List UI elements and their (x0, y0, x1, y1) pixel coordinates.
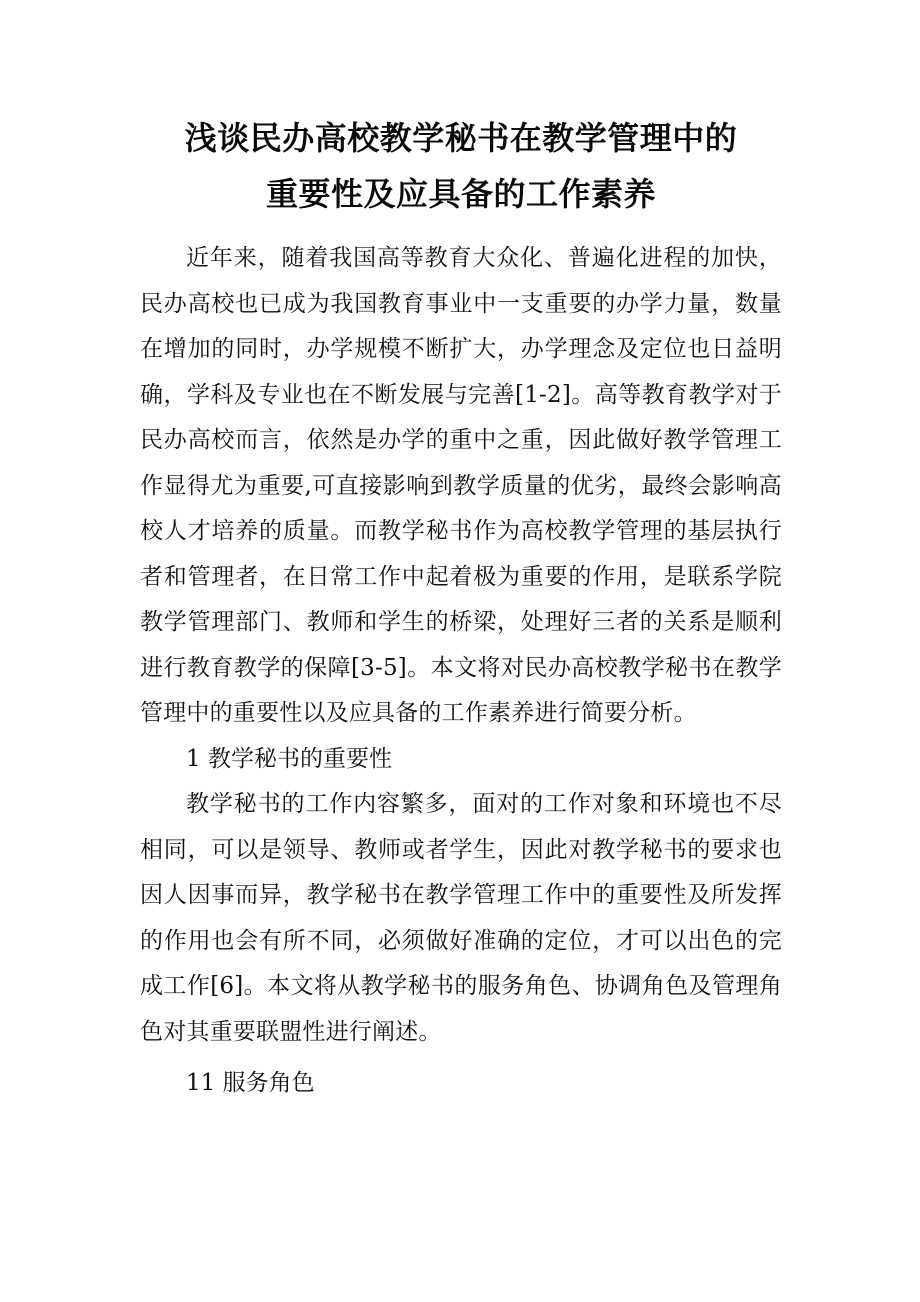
title-line-2: 重要性及应具备的工作素养 (265, 175, 656, 213)
document-body (140, 236, 782, 1107)
title-line-1: 浅谈民办高校教学秘书在教学管理中的 (184, 119, 738, 157)
section-heading-1: 1 教学秘书的重要性 (186, 745, 392, 772)
document-title (140, 110, 782, 222)
paragraph-section-1: 教学秘书的工作内容繁多，面对的工作对象和环境也不尽相同，可以是领导、教师或者学生，因此对教学秘书的要求也因人因事而异，教学秘书在教学管理工作中的重要性及所发挥的作用也会有所不同，必须做好准确的定位，才可以出色的完成工作[6]。本文将从教学秘书的服务角色、协调角色及管理角色对其重要联盟性进行阐述。 (140, 791, 782, 1045)
paragraph-intro: 近年来，随着我国高等教育大众化、普遍化进程的加快，民办高校也已成为我国教育事业中一支重要的办学力量，数量在增加的同时，办学规模不断扩大，办学理念及定位也日益明确，学科及专业也在不断发展与完善[1-2]。高等教育教学对于民办高校而言，依然是办学的重中之重，因此做好教学管理工作显得尤为重要,可直接影响到教学质量的优劣，最终会影响高校人才培养的质量。而教学秘书作为高校教学管理的基层执行者和管理者，在日常工作中起着极为重要的作用，是联系学院教学管理部门、教师和学生的桥梁，处理好三者的关系是顺利进行教育教学的保障[3-5]。本文将对民办高校教学秘书在教学管理中的重要性以及应具备的工作素养进行简要分析。 (140, 245, 782, 726)
section-heading-1-1: 11 服务角色 (186, 1070, 315, 1096)
